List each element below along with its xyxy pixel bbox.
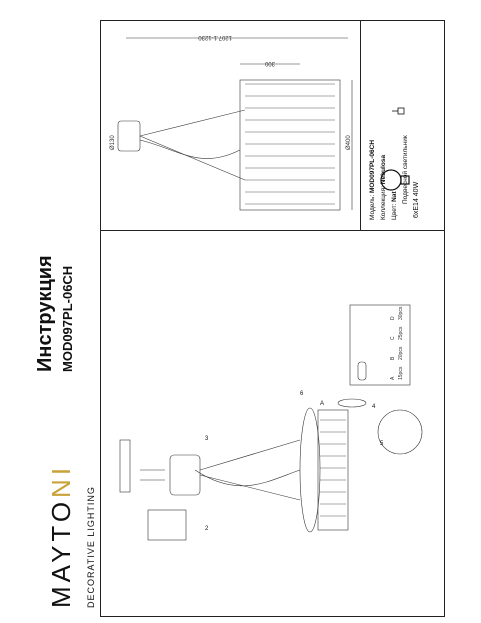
suspension-wire [140,136,245,180]
mount-plate [120,440,130,492]
bead-row-length: 25pcs [398,326,404,340]
type-value: Подвесной светильник [402,135,409,204]
model-value: MOD097PL-06CH [369,139,376,194]
canopy-shape [118,121,140,151]
bead-row-label: A [390,376,396,380]
crystal-detail [338,399,366,407]
crystal-body [240,80,340,210]
color-value: Nat [391,191,398,202]
brand-name-accent: NI [46,463,76,498]
dimension-height: 1207.1-1230 [198,34,232,40]
bead-legend [390,306,404,380]
callout-a: A [320,401,325,407]
canopy-assembly [170,455,200,495]
cable [140,140,240,159]
top-drawing [118,38,352,210]
crystals [318,410,348,530]
model-heading: MOD097PL-06CH [60,265,75,372]
frame-ring [300,408,320,532]
bead-row-label: D [390,316,396,320]
dimension-canopy: Ø130 [110,135,116,150]
callout-2: 2 [205,526,209,532]
document-title: Инструкция [34,255,56,372]
callout-4: 4 [372,404,376,410]
bead-row-label: C [390,336,396,340]
callouts [205,391,384,532]
collection-label: Коллекция: [380,186,387,220]
terminal-block [148,510,186,540]
brand-tagline: DECORATIVE LIGHTING [86,486,96,608]
brand-name: MAYTO [46,497,76,608]
callout-5: 5 [380,441,384,447]
model-label: Модель: [369,194,376,220]
callout-6: 6 [300,391,304,397]
bead-row-label: B [390,356,396,360]
bead-row-length: 30pcs [398,306,404,320]
bulb-icon [381,170,409,190]
assembly-drawing [120,305,422,540]
dimension-drop: 300 [264,60,275,66]
collection-value: Nebulosa [380,154,387,185]
bead-row-length: 20pcs [398,346,404,360]
color-label: Цвет: [391,203,398,220]
power-spec: 6xE14 40W [413,181,420,218]
callout-3: 3 [205,436,209,442]
pendant-icon [392,108,404,114]
dimension-width: Ø400 [346,135,352,150]
bead-row-length: 15pcs [398,366,404,380]
detail-circle [378,410,422,454]
tube-crystal [358,362,366,380]
suspension-wire [140,110,245,136]
